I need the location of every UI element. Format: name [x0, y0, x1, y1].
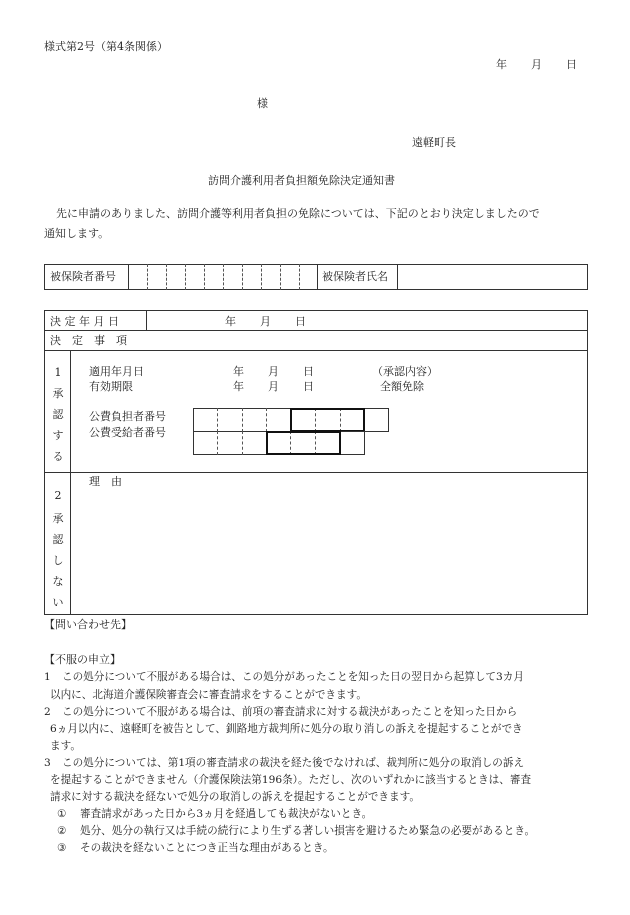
section-divider [70, 350, 71, 615]
insured-table [44, 264, 588, 290]
decision-date-label: 決 定 年 月 日 [50, 315, 119, 328]
number-cell-divider [166, 264, 167, 290]
deny-char-2: 認 [52, 533, 64, 546]
apply-date-month: 月 [268, 365, 279, 378]
apply-date-day: 日 [303, 365, 314, 378]
divider [317, 264, 318, 290]
addressee-suffix: 様 [257, 97, 268, 110]
contact-label: 【問い合わせ先】 [44, 618, 132, 631]
recipient-number-label: 公費受給者番号 [89, 426, 166, 439]
issuer: 遠軽町長 [412, 136, 456, 149]
valid-period-day: 日 [303, 380, 314, 393]
deny-char-3: し [52, 554, 64, 567]
divider [128, 264, 129, 290]
approval-content-value: 全額免除 [380, 380, 424, 393]
decision-date-month: 月 [260, 315, 271, 328]
deny-char-4: な [52, 575, 64, 588]
payer-number-highlight [290, 408, 365, 432]
objection-item-2-line-1: この処分について不服がある場合は、前項の審査請求に対する裁決があったことを知った日から [62, 706, 518, 718]
row-divider [44, 350, 588, 351]
objection-sub-1-text: 審査請求があった日から3ヵ月を経過しても裁決がないとき。 [80, 808, 373, 820]
objection-sub-2-text: 処分、処分の執行又は手続の続行により生ずる著しい損害を避けるため緊急の必要があるとき。 [80, 825, 536, 837]
recipient-cell-divider [242, 431, 243, 455]
objection-item-2-num: 2 [44, 706, 51, 718]
recipient-cell-divider [217, 431, 218, 455]
form-number: 様式第2号（第4条関係） [44, 40, 168, 53]
payer-cell-divider [217, 408, 218, 432]
reason-label: 理 由 [89, 475, 122, 488]
header-date-month: 月 [531, 58, 542, 71]
insured-number-label: 被保険者番号 [50, 270, 116, 283]
number-cell-divider [204, 264, 205, 290]
page-title: 訪問介護利用者負担額免除決定通知書 [208, 174, 395, 187]
divider [146, 310, 147, 330]
valid-period-label: 有効期限 [89, 380, 133, 393]
objection-heading: 【不服の申立】 [44, 653, 121, 666]
number-cell-divider [147, 264, 148, 290]
objection-sub-3-text: その裁決を経ないことにつき正当な理由があるとき。 [80, 842, 334, 854]
decision-matters-label: 決 定 事 項 [50, 334, 127, 347]
approval-content-label: （承認内容） [372, 365, 438, 378]
number-cell-divider [223, 264, 224, 290]
decision-table [44, 310, 588, 615]
number-cell-divider [185, 264, 186, 290]
approve-num: 1 [54, 366, 62, 379]
intro-line-2: 通知します。 [44, 227, 110, 240]
number-cell-divider [280, 264, 281, 290]
deny-char-5: い [52, 596, 64, 609]
decision-date-year: 年 [225, 315, 236, 328]
objection-item-2-line-3: ます。 [50, 740, 81, 752]
objection-sub-1-mark: ① [57, 808, 67, 820]
approve-char-1: 承 [52, 387, 64, 400]
objection-sub-3-mark: ③ [57, 842, 67, 854]
number-cell-divider [299, 264, 300, 290]
row-divider [44, 330, 588, 331]
apply-date-label: 適用年月日 [89, 365, 144, 378]
insured-name-label: 被保険者氏名 [322, 270, 388, 283]
intro-line-1: 先に申請のありました、訪問介護等利用者負担の免除については、下記のとおり決定しましたので [56, 207, 540, 220]
objection-item-1-num: 1 [44, 671, 51, 683]
objection-item-3-line-3: 請求に対する裁決を経ないで処分の取消しの訴えを提起することができます。 [50, 791, 420, 803]
divider [397, 264, 398, 290]
objection-item-2-line-2: 6ヵ月以内に、遠軽町を被告として、釧路地方裁判所に処分の取り消しの訴えを提起することができ [50, 723, 523, 735]
payer-number-label: 公費負担者番号 [89, 410, 166, 423]
section-row-divider [44, 472, 588, 473]
recipient-number-highlight [266, 431, 341, 455]
number-cell-divider [242, 264, 243, 290]
apply-date-year: 年 [233, 365, 244, 378]
approve-char-4: る [52, 450, 64, 463]
objection-item-3-line-2: を提起することができません（介護保険法第196条）。ただし、次のいずれかに該当するときは、審査 [50, 774, 532, 786]
valid-period-month: 月 [268, 380, 279, 393]
objection-sub-2-mark: ② [57, 825, 67, 837]
objection-item-1-line-1: この処分について不服がある場合は、この処分があったことを知った日の翌日から起算して3カ月 [62, 671, 524, 683]
payer-cell-divider [266, 408, 267, 432]
objection-item-3-line-1: この処分については、第1項の審査請求の裁決を経た後でなければ、裁判所に処分の取消しの訴え [62, 757, 525, 769]
approve-char-2: 認 [52, 408, 64, 421]
header-date-year: 年 [496, 58, 507, 71]
objection-item-1-line-2: 以内に、北海道介護保険審査会に審査請求をすることができます。 [50, 689, 367, 701]
objection-item-3-num: 3 [44, 757, 51, 769]
deny-char-1: 承 [52, 512, 64, 525]
decision-date-day: 日 [295, 315, 306, 328]
number-cell-divider [261, 264, 262, 290]
deny-num: 2 [54, 489, 62, 502]
approve-char-3: す [52, 429, 64, 442]
payer-cell-divider [242, 408, 243, 432]
valid-period-year: 年 [233, 380, 244, 393]
header-date-day: 日 [566, 58, 577, 71]
